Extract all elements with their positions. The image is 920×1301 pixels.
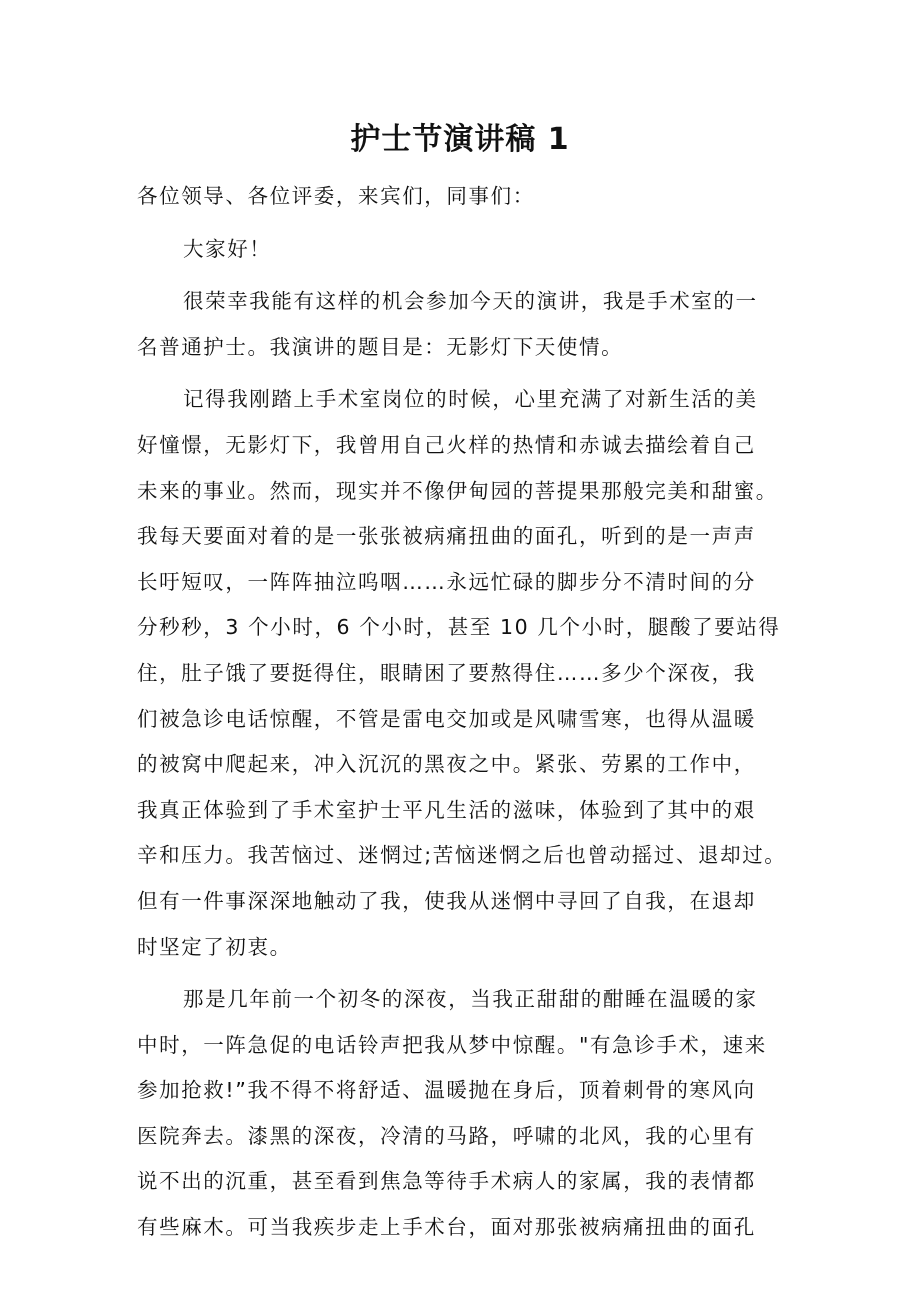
text-line: 但有一件事深深地触动了我，使我从迷惘中寻回了自我，在退却 [137, 888, 756, 913]
text-line: 名普通护士。我演讲的题目是：无影灯下天使情。 [137, 334, 624, 359]
text-line: 大家好！ [183, 236, 272, 261]
text-line: 长吁短叹，一阵阵抽泣呜咽……永远忙碌的脚步分不清时间的分 [137, 569, 756, 594]
text-line: 各位领导、各位评委，来宾们，同事们： [137, 184, 535, 208]
paragraph-gap [137, 220, 789, 227]
text-line: 未来的事业。然而，现实并不像伊甸园的菩提果那般完美和甜蜜。 [137, 478, 778, 503]
text-line: 很荣幸我能有这样的机会参加今天的演讲，我是手术室的一 [183, 289, 758, 314]
text-line: 的被窝中爬起来，冲入沉沉的黑夜之中。紧张、劳累的工作中， [137, 752, 756, 777]
text-line: 我真正体验到了手术室护士平凡生活的滋味，体验到了其中的艰 [137, 797, 756, 822]
paragraph-gap [137, 370, 789, 377]
text-line: 好憧憬，无影灯下，我曾用自己火样的热情和赤诚去描绘着自己 [137, 432, 756, 457]
text-line: 时坚定了初衷。 [137, 934, 292, 959]
text-line: 有些麻木。可当我疾步走上手术台，面对那张被病痛扭曲的面孔 [137, 1215, 756, 1240]
text-line: 中时，一阵急促的电话铃声把我从梦中惊醒。"有急诊手术，速来 [137, 1032, 767, 1057]
text-line: 参加抢救!”我不得不将舒适、温暖抛在身后，顶着刺骨的寒风向 [137, 1078, 756, 1103]
text-line: 记得我刚踏上手术室岗位的时候，心里充满了对新生活的美 [183, 387, 758, 412]
text-line: 住，肚子饿了要挺得住，眼睛困了要熬得住……多少个深夜，我 [137, 660, 756, 685]
paragraph-gap [137, 272, 789, 279]
document-body [137, 174, 789, 1251]
paragraph-gap [137, 970, 789, 977]
text-line: 那是几年前一个初冬的深夜，当我正甜甜的酣睡在温暖的家 [183, 987, 758, 1012]
text-line: 说不出的沉重，甚至看到焦急等待手术病人的家属，我的表情都 [137, 1169, 756, 1194]
text-line: 们被急诊电话惊醒，不管是雷电交加或是风啸雪寒，也得从温暖 [137, 706, 756, 731]
text-line: 我每天要面对着的是一张张被病痛扭曲的面孔，听到的是一声声 [137, 524, 756, 549]
document-title: 护士节演讲稿 1 [350, 122, 570, 157]
text-line: 辛和压力。我苦恼过、迷惘过;苦恼迷惘之后也曾动摇过、退却过。 [137, 843, 787, 868]
text-line: 医院奔去。漆黑的深夜，冷清的马路，呼啸的北风，我的心里有 [137, 1123, 756, 1148]
text-line: 分秒秒，3 个小时，6 个小时，甚至 10 几个小时，腿酸了要站得 [137, 615, 781, 640]
